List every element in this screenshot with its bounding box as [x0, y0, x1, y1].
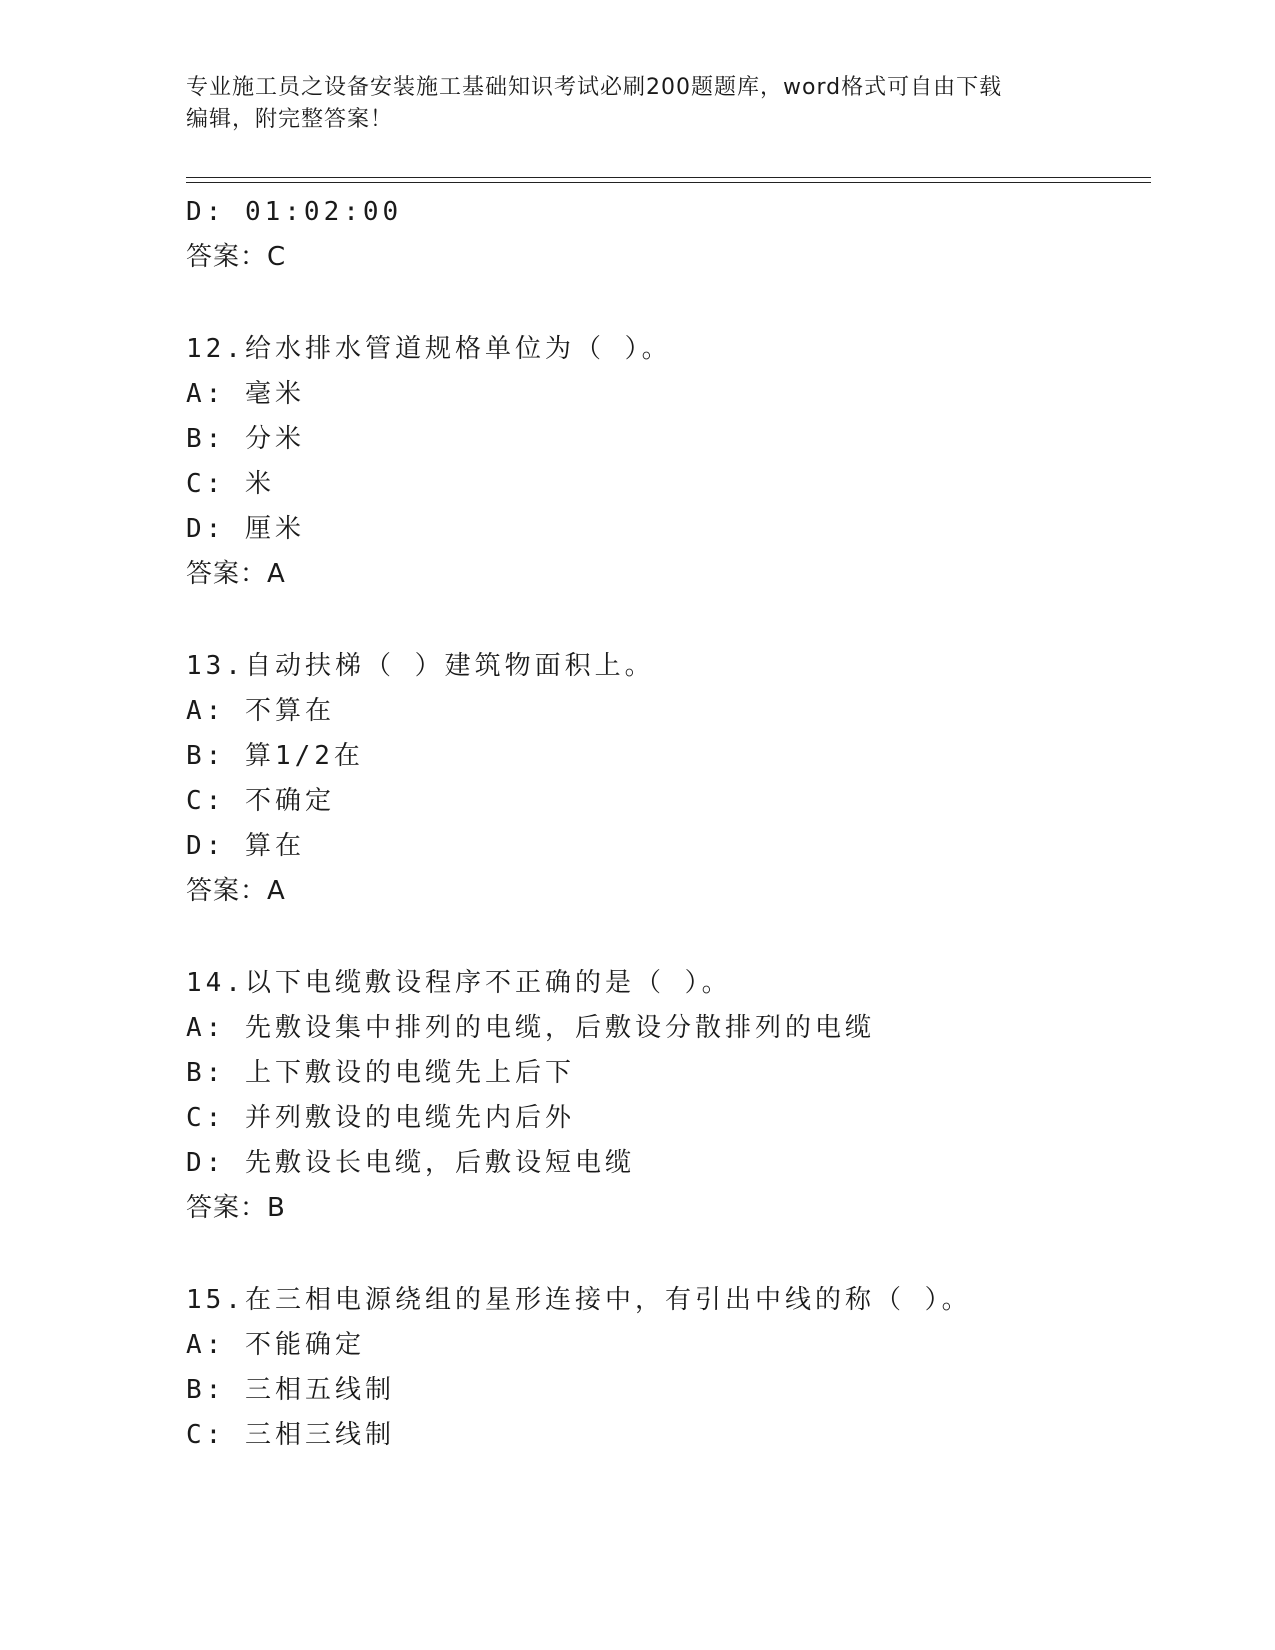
- question-stem: 14.以下电缆敷设程序不正确的是（ ）。: [186, 968, 732, 998]
- option-a: A: 毫米: [186, 379, 305, 409]
- option-c: C: 米: [186, 469, 275, 499]
- option-c: C: 不确定: [186, 786, 335, 816]
- option-a: A: 不算在: [186, 696, 335, 726]
- option-c: C: 并列敷设的电缆先内后外: [186, 1103, 575, 1133]
- question-14: [186, 961, 1151, 1231]
- page-header: [186, 72, 1086, 136]
- header-title-line1: 专业施工员之设备安装施工基础知识考试必刷200题题库，word格式可自由下载: [186, 75, 1003, 100]
- option-a: A: 不能确定: [186, 1330, 365, 1360]
- option-d: D: 算在: [186, 831, 305, 861]
- prev-answer: 答案：C: [186, 242, 287, 272]
- option-b: B: 三相五线制: [186, 1375, 395, 1405]
- header-title-line2: 编辑，附完整答案！: [186, 107, 394, 132]
- option-d: D: 先敷设长电缆，后敷设短电缆: [186, 1148, 635, 1178]
- question-list: [186, 190, 1151, 1458]
- option-b: B: 算1/2在: [186, 741, 364, 771]
- question-15: [186, 1278, 1151, 1458]
- answer: 答案：B: [186, 1193, 286, 1223]
- prev-option-d: D: 01:02:00: [186, 197, 403, 227]
- question-13: [186, 644, 1151, 914]
- option-d: D: 厘米: [186, 514, 305, 544]
- question-stem: 12.给水排水管道规格单位为（ ）。: [186, 334, 672, 364]
- option-b: B: 分米: [186, 424, 305, 454]
- question-stem: 15.在三相电源绕组的星形连接中，有引出中线的称（ ）。: [186, 1285, 972, 1315]
- option-a: A: 先敷设集中排列的电缆，后敷设分散排列的电缆: [186, 1013, 875, 1043]
- question-stem: 13.自动扶梯（ ）建筑物面积上。: [186, 651, 655, 681]
- option-b: B: 上下敷设的电缆先上后下: [186, 1058, 575, 1088]
- option-c: C: 三相三线制: [186, 1420, 395, 1450]
- header-double-rule: [186, 177, 1151, 183]
- question-12: [186, 327, 1151, 597]
- answer: 答案：A: [186, 876, 286, 906]
- answer: 答案：A: [186, 559, 286, 589]
